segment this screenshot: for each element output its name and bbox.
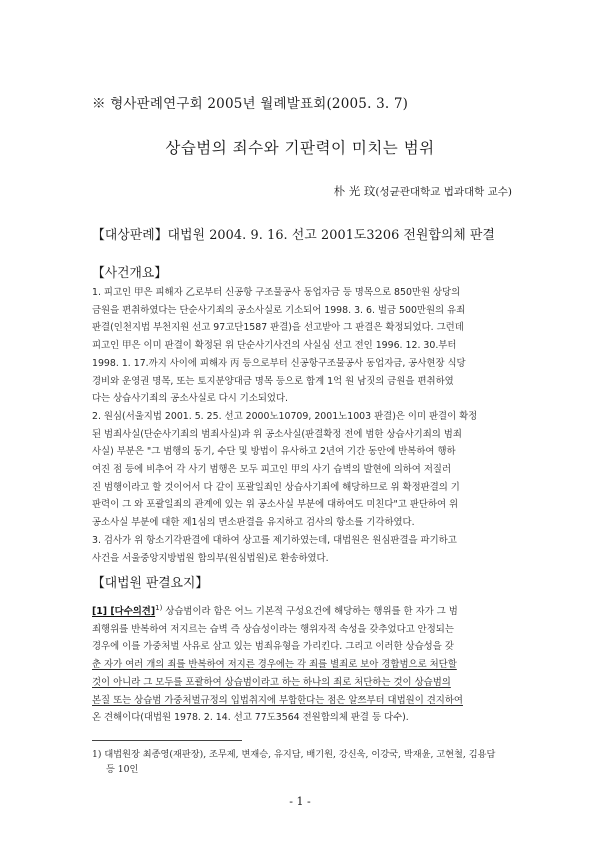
body-line: 진 범행이라고 할 것이어서 다 같이 포괄일죄인 상습사기죄에 해당하므로 위 확정판결의 기 <box>92 481 460 493</box>
body-line <box>92 692 512 710</box>
body-line: 온 견해이다(대법원 1978. 2. 14. 선고 77도3564 전원합의체 판결 등 다수). <box>92 712 409 724</box>
body-line: 판력이 그 와 포괄일죄의 관계에 있는 위 공소사실 부분에 대하여도 미친다"고 판단하여 위 <box>92 499 459 511</box>
body-line: 3. 검사가 위 항소기각판결에 대하여 상고를 제기하였는데, 대법원은 원심판결을 파기하고 <box>92 534 457 546</box>
page-number: - 1 - <box>289 795 311 808</box>
body-line: 사실) 부분은 "그 범행의 동기, 수단 및 방법이 유사하고 2년여 기간 동안에 반복하여 행하 <box>92 446 456 458</box>
footnote-divider <box>92 740 242 741</box>
body-line: 금원을 편취하였다는 단순사기죄의 공소사실로 기소되어 1998. 3. 6. 벌금 500만원의 유죄 <box>92 304 466 316</box>
majority-opinion-tag: [1] [다수의견] <box>92 606 156 617</box>
body-line: 된 범죄사실(단순사기죄의 범죄사실)과 위 공소사실(판결확정 전에 범한 상습사기죄의 범죄 <box>92 428 462 440</box>
body-line: 1. 피고인 甲은 피해자 乙로부터 신공항 구조물공사 동업자금 등 명목으로 850만원 상당의 <box>92 287 461 298</box>
case-summary-heading: 【사건개요】 <box>92 266 168 281</box>
underlined-body-line: 것이 아니라 그 모두를 포괄하여 상습범이라고 하는 하나의 죄로 처단하는 것이 상습범의 <box>92 676 451 688</box>
body-line: 사건을 서울중앙지방법원 합의부(원심법원)로 환송하였다. <box>92 552 329 564</box>
footnote-ref[interactable]: 1) <box>155 603 163 612</box>
body-line: 다는 상습사기죄의 공소사실로 다시 기소되었다. <box>92 393 289 405</box>
body-line: 공소사실 부분에 대한 제1심의 면소판결을 유지하고 검사의 항소를 기각하였다. <box>92 517 415 529</box>
body-line: 경우에 이를 가중처벌 사유로 삼고 있는 범죄유형을 가리킨다. 그리고 이러한 상습성을 갖 <box>92 641 454 653</box>
supreme-court-body <box>92 603 512 727</box>
seminar-header: ※ 형사판례연구회 2005년 월례발표회(2005. 3. 7) <box>92 96 409 112</box>
author-block <box>334 183 512 199</box>
case-summary-body <box>92 284 512 567</box>
target-case: 【대상판례】대법원 2004. 9. 16. 선고 2001도3206 전원합의체 판결 <box>92 228 495 243</box>
body-line: 1998. 1. 17.까지 사이에 피해자 丙 등으로부터 신공항구조물공사 동업자금, 공사현장 식당 <box>92 357 466 369</box>
author-affiliation: (성균관대학교 법과대학 교수) <box>375 186 512 198</box>
body-line: 경비와 운영권 명목, 또는 토지분양대금 명목 등으로 합계 1억 원 남짓의 금원을 편취하였 <box>92 375 454 387</box>
body-line: 죄행위를 반복하여 저지르는 습벽 즉 상습성이라는 행위자적 속성을 갖추었다고 안정되는 <box>92 623 454 635</box>
body-line: 피고인 甲은 이미 판결이 확정된 위 단순사기사건의 사실심 선고 전인 1996. 12. 30.부터 <box>92 340 457 352</box>
footnote-line: 등 10인 <box>106 764 139 775</box>
body-line: 2. 원심(서울지법 2001. 5. 25. 선고 2000노10709, 2001노1003 판결)은 이미 판결이 확정 <box>92 410 478 422</box>
underlined-body-line: 춘 자가 여러 개의 죄를 반복하여 저지른 경우에는 각 죄를 별죄로 보아 경합범으로 처단할 <box>92 659 457 671</box>
body-line: 판결(인천지법 부천지원 선고 97고단1587 판결)을 선고받아 그 판결은 확정되었다. 그런데 <box>92 322 464 334</box>
underlined-body-text: 본질 또는 상습범 가중처벌규정의 입법취지에 부합한다는 점은 알쯔부터 대법원이 견지하여 <box>92 694 463 706</box>
paper-title: 상습범의 죄수와 기판력이 미치는 범위 <box>165 139 435 157</box>
author-name: 朴 光 玟 <box>333 184 376 198</box>
body-line: 여진 점 등에 비추어 각 사기 범행은 모두 피고인 甲의 사기 습벽의 발현에 의하여 저질러 <box>92 464 452 476</box>
footnote-line: 1) 대법원장 최종영(재판장), 조무제, 변재승, 유지담, 배기원, 강신욱, 이강국, 박재윤, 고현철, 김용담 <box>92 749 496 760</box>
footnote <box>92 747 512 777</box>
body-text: 상습범이라 함은 어느 기본적 구성요건에 해당하는 행위를 한 자가 그 범 <box>162 606 458 617</box>
body-line <box>92 603 512 621</box>
supreme-court-heading: 【대법원 판결요지】 <box>92 576 209 591</box>
